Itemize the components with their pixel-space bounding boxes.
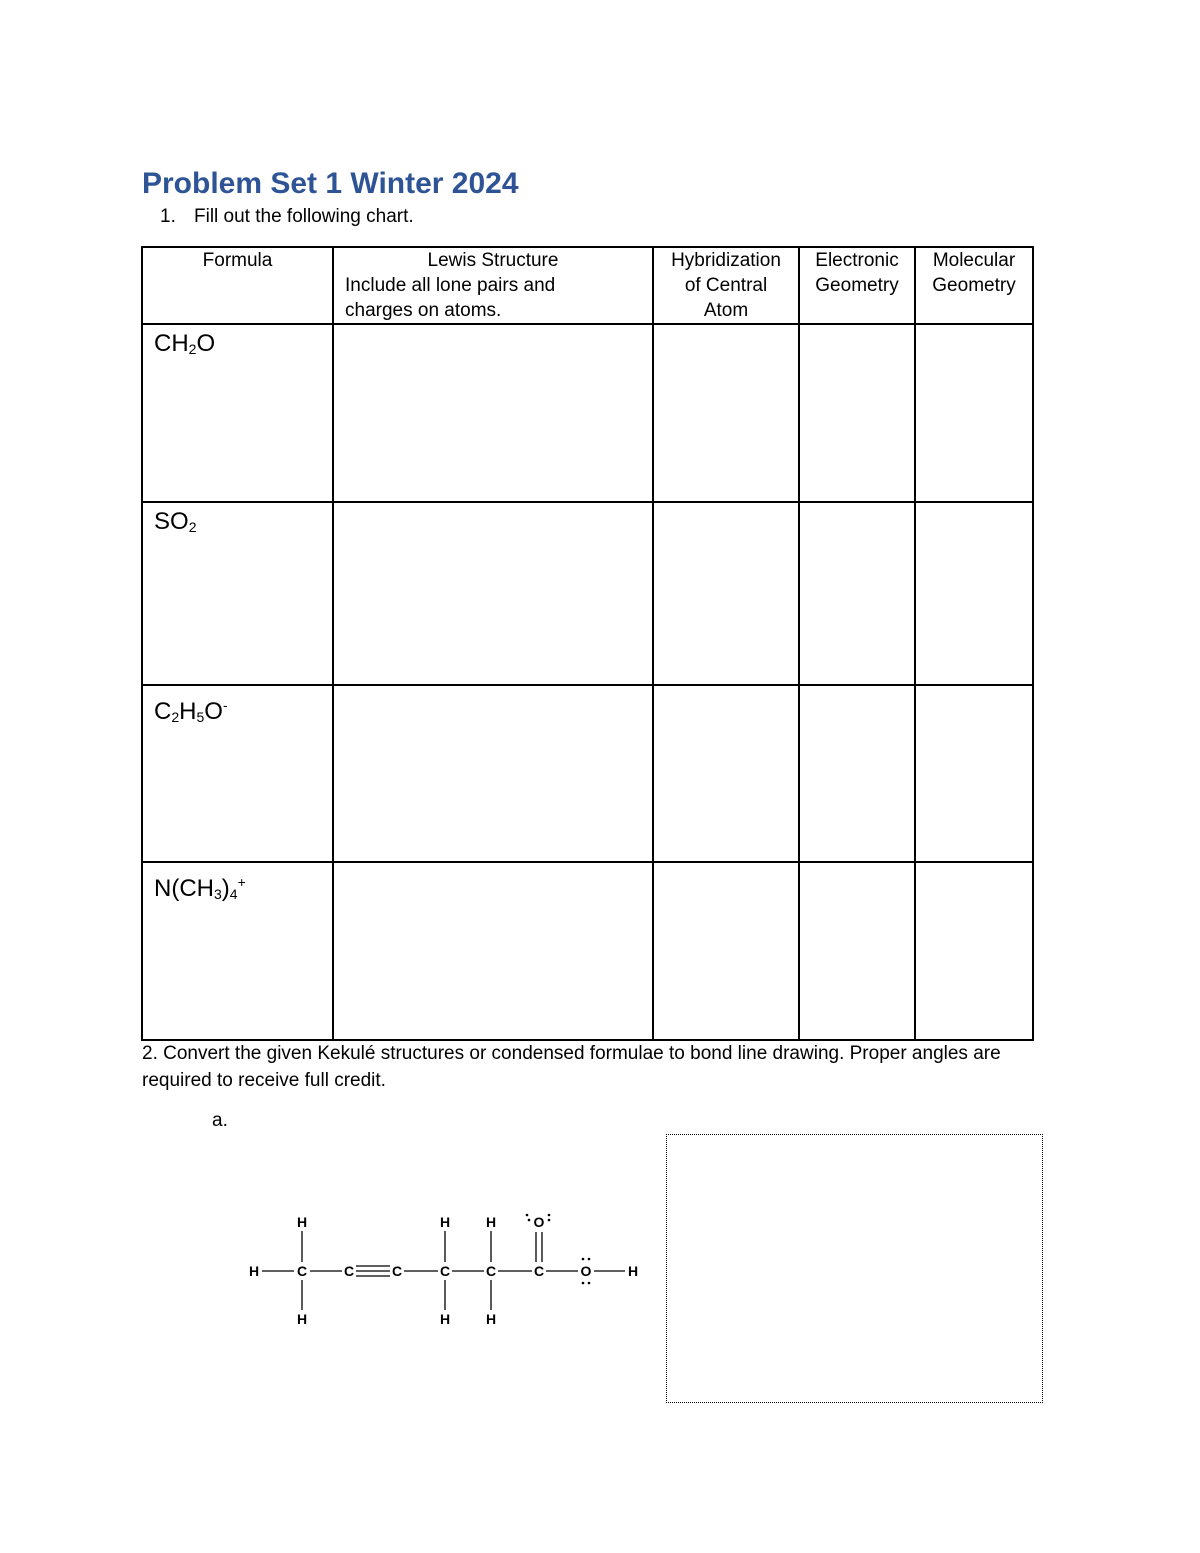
lone-pair-dot xyxy=(528,1219,531,1222)
electronic-geometry-cell[interactable] xyxy=(799,685,915,862)
atom-h: H xyxy=(296,1311,308,1327)
hybridization-cell[interactable] xyxy=(653,502,799,685)
lewis-structure-cell[interactable] xyxy=(333,862,653,1040)
hybridization-cell[interactable] xyxy=(653,324,799,502)
chart-row-ch2o xyxy=(142,324,1033,502)
formula-cell xyxy=(142,685,333,862)
lone-pair-dot xyxy=(548,1219,551,1222)
atom-h: H xyxy=(296,1214,308,1230)
hybridization-cell[interactable] xyxy=(653,862,799,1040)
chart-row-nch34 xyxy=(142,862,1033,1040)
formula-cell xyxy=(142,502,333,685)
molecular-geometry-cell[interactable] xyxy=(915,862,1033,1040)
lone-pair-dot xyxy=(588,1258,591,1261)
atom-h: H xyxy=(485,1311,497,1327)
lone-pair-dot xyxy=(588,1282,591,1285)
molecular-geometry-cell[interactable] xyxy=(915,502,1033,685)
hybridization-cell[interactable] xyxy=(653,685,799,862)
atom-h: H xyxy=(627,1263,639,1279)
page-title: Problem Set 1 Winter 2024 xyxy=(142,167,519,200)
atom-c: C xyxy=(485,1263,497,1279)
atom-o-carbonyl: O xyxy=(533,1214,545,1230)
atom-h: H xyxy=(485,1214,497,1230)
part-a-label: a. xyxy=(212,1110,228,1131)
kekule-structure-diagram xyxy=(240,1200,650,1340)
question-2-text: 2. Convert the given Kekulé structures or condensed formulae to bond line drawing. Proper angles are required to receive full credit. xyxy=(142,1043,1001,1091)
atom-c: C xyxy=(439,1263,451,1279)
structure-chart xyxy=(141,246,1034,1041)
molecular-geometry-cell[interactable] xyxy=(915,324,1033,502)
formula-ch2o: $CH_2O$ xyxy=(154,330,216,357)
electronic-geometry-cell[interactable] xyxy=(799,502,915,685)
electronic-geometry-cell[interactable] xyxy=(799,324,915,502)
lewis-structure-cell[interactable] xyxy=(333,685,653,862)
lone-pair-dot xyxy=(582,1282,585,1285)
header-lewis-structure: Lewis Structure Include all lone pairs and charges on atoms. xyxy=(333,247,653,324)
answer-drawing-box[interactable] xyxy=(666,1134,1043,1403)
formula-cell xyxy=(142,324,333,502)
atom-h: H xyxy=(439,1214,451,1230)
formula-so2: $SO_2$ xyxy=(154,508,197,535)
lewis-structure-cell[interactable] xyxy=(333,324,653,502)
atom-c: C xyxy=(391,1263,403,1279)
lone-pair-dot xyxy=(526,1214,529,1217)
formula-cell xyxy=(142,862,333,1040)
lewis-structure-cell[interactable] xyxy=(333,502,653,685)
question-1-number: 1. xyxy=(160,206,176,227)
header-molecular-geometry: Molecular Geometry xyxy=(915,247,1033,324)
molecular-geometry-cell[interactable] xyxy=(915,685,1033,862)
formula-c2h5o-minus: $C_2H_5O^-$ xyxy=(154,697,228,725)
formula-n-ch3-4-plus: $N(CH_3)_4^+$ xyxy=(154,874,246,902)
atom-c: C xyxy=(296,1263,308,1279)
atom-h: H xyxy=(248,1263,260,1279)
atom-c: C xyxy=(533,1263,545,1279)
header-hybridization: Hybridization of Central Atom xyxy=(653,247,799,324)
question-1-text: Fill out the following chart. xyxy=(194,206,414,227)
chart-header-row xyxy=(142,247,1033,324)
atom-labels xyxy=(249,1214,638,1327)
header-formula: Formula xyxy=(142,247,333,324)
electronic-geometry-cell[interactable] xyxy=(799,862,915,1040)
atom-h: H xyxy=(439,1311,451,1327)
chart-row-c2h5o xyxy=(142,685,1033,862)
lone-pair-dot xyxy=(548,1214,551,1217)
lone-pair-dot xyxy=(582,1258,585,1261)
atom-c: C xyxy=(343,1263,355,1279)
atom-o-hydroxyl: O xyxy=(580,1263,592,1279)
question-1 xyxy=(160,205,414,229)
chart-row-so2 xyxy=(142,502,1033,685)
header-electronic-geometry: Electronic Geometry xyxy=(799,247,915,324)
